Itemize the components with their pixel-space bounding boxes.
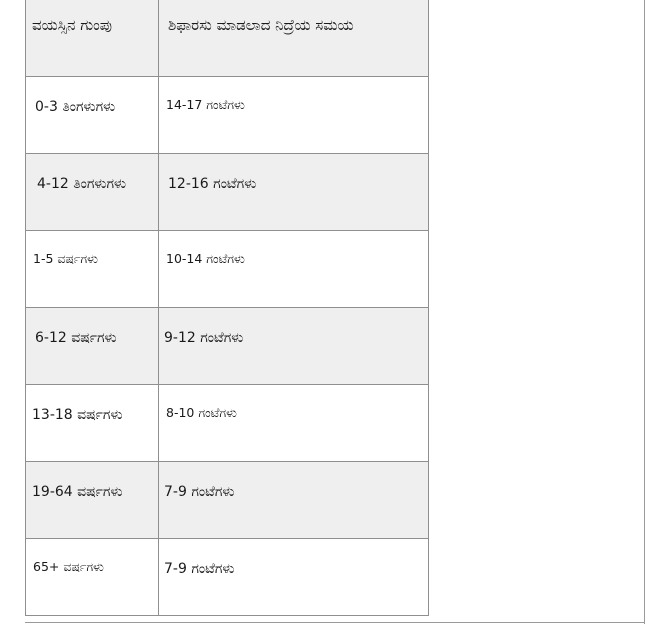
age-cell: 0-3 ತಿಂಗಳುಗಳು [26,76,159,153]
sleep-cell: 10-14 ಗಂಟೆಗಳು [159,230,429,307]
sleep-cell: 12-16 ಗಂಟೆಗಳು [159,153,429,230]
table-row [26,307,429,384]
age-cell: 65+ ವರ್ಷಗಳು [26,538,159,615]
age-cell: 6-12 ವರ್ಷಗಳು [26,307,159,384]
table-row [26,384,429,461]
sleep-cell: 7-9 ಗಂಟೆಗಳು [159,538,429,615]
header-recommended-sleep: ಶಿಫಾರಸು ಮಾಡಲಾದ ನಿದ್ರೆಯ ಸಮಯ [159,0,429,76]
table-row [26,76,429,153]
table-row [26,538,429,615]
table-header-row [26,0,429,76]
table-row [26,461,429,538]
sleep-cell: 7-9 ಗಂಟೆಗಳು [159,461,429,538]
age-cell: 4-12 ತಿಂಗಳುಗಳು [26,153,159,230]
age-cell: 1-5 ವರ್ಷಗಳು [26,230,159,307]
table-row [26,230,429,307]
table-row [26,153,429,230]
sleep-recommendation-table [25,0,429,616]
sleep-cell: 8-10 ಗಂಟೆಗಳು [159,384,429,461]
sleep-cell: 9-12 ಗಂಟೆಗಳು [159,307,429,384]
page-bottom-border [25,622,645,623]
header-age-group: ವಯಸ್ಸಿನ ಗುಂಪು [26,0,159,76]
sleep-cell: 14-17 ಗಂಟೆಗಳು [159,76,429,153]
age-cell: 13-18 ವರ್ಷಗಳು [26,384,159,461]
page-right-border [644,0,645,624]
age-cell: 19-64 ವರ್ಷಗಳು [26,461,159,538]
